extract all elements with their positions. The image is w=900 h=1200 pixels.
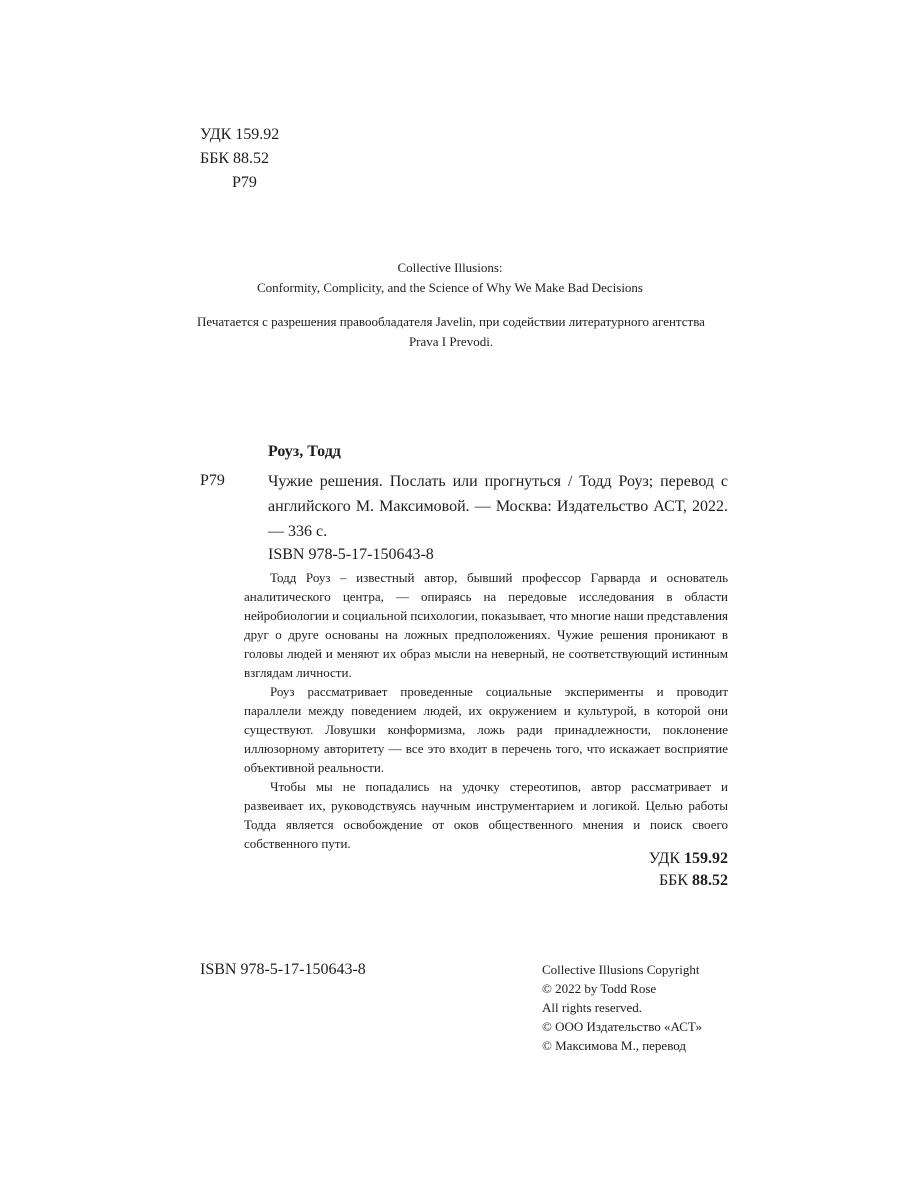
copyright-line: Collective Illusions Copyright <box>542 962 700 977</box>
classification-block-top <box>200 123 279 195</box>
annotation-paragraph: Роуз рассматривает проведенные социальные эксперименты и проводит параллели между поведением людей, их окружением и культурой, в которой они существуют. Ловушки конформизма, ложь ради принадлежности, поклонение иллюзорному авторитету — все это входит в перечень того, что искажает восприятие объективной реальности. <box>244 684 728 775</box>
bbk-value-bottom: 88.52 <box>692 872 728 889</box>
udk-line-bottom <box>528 848 728 870</box>
original-title <box>100 258 800 298</box>
bbk-line-bottom <box>528 870 728 892</box>
bibliographic-description: Чужие решения. Послать или прогнуться / Тодд Роуз; перевод с английского М. Максимовой. — Москва: Издательство АСТ, 2022. — 336 с. <box>268 473 728 540</box>
copyright-line: All rights reserved. <box>542 1000 643 1015</box>
udk-line <box>200 123 279 147</box>
copyright-line: © ООО Издательство «АСТ» <box>542 1019 703 1034</box>
author-mark-side: Р79 <box>200 472 225 489</box>
bbk-value: 88.52 <box>233 150 270 167</box>
bbk-line <box>200 147 279 171</box>
isbn-inline: ISBN 978-5-17-150643-8 <box>268 546 434 563</box>
annotation-paragraph: Тодд Роуз – известный автор, бывший профессор Гарварда и основатель аналитического центра, — опираясь на передовые исследования в области нейробиологии и социальной психологии, показывает, что многие наши представления друг о друге основаны на ложных предположениях. Чужие решения проникают в головы людей и меняют их образ мысли на неверный, не соответствующий истинным взглядам личности. <box>244 570 729 680</box>
annotation <box>244 568 728 853</box>
copyright-block <box>542 960 702 1055</box>
udk-label-bottom: УДК <box>648 850 680 867</box>
author-mark-top: Р79 <box>232 174 257 191</box>
bbk-label-bottom: ББК <box>658 872 688 889</box>
original-title-line-1: Collective Illusions: <box>397 260 503 275</box>
bbk-label: ББК <box>200 150 230 167</box>
original-title-line-2: Conformity, Complicity, and the Science of Why We Make Bad Decisions <box>257 280 643 295</box>
isbn-footer: ISBN 978-5-17-150643-8 <box>200 961 366 978</box>
classification-block-bottom <box>528 848 728 892</box>
udk-value: 159.92 <box>235 126 280 143</box>
copyright-line: © 2022 by Todd Rose <box>542 981 657 996</box>
annotation-paragraph: Чтобы мы не попадались на удочку стереотипов, автор рассматривает и развеивает их, руководствуясь научным инструментарием и логикой. Целью работы Тодда является освобождение от оков общественного мнения и поиск своего собственного пути. <box>244 779 728 851</box>
author-heading: Роуз, Тодд <box>268 443 341 460</box>
udk-label: УДК <box>200 126 232 143</box>
udk-value-bottom: 159.92 <box>684 850 728 867</box>
copyright-line: © Максимова М., перевод <box>542 1038 686 1053</box>
permission-note: Печатается с разрешения правообладателя Javelin, при содействии литературного агентства Prava I Prevodi. <box>197 314 705 349</box>
